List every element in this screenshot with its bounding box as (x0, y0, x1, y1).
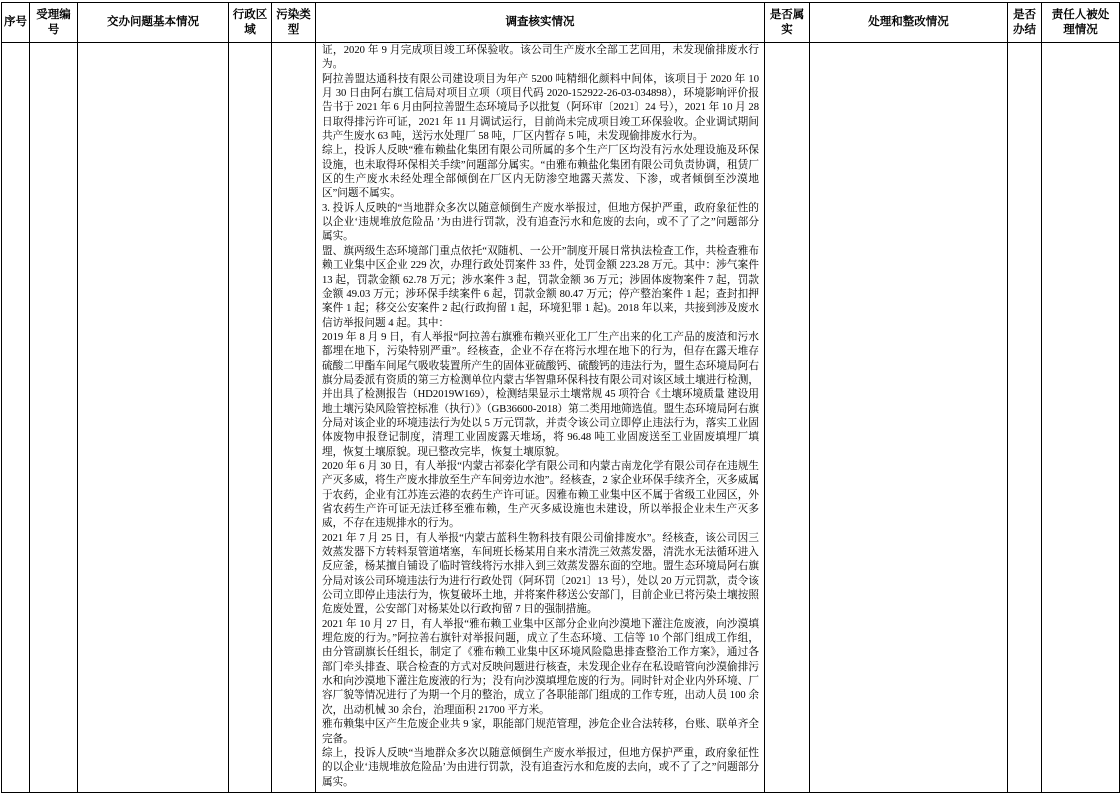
investigation-paragraph: 2021 年 10 月 27 日，有人举报“雅布赖工业集中区部分企业向沙漠地下灌注危废液，向沙漠填埋危废的行为。”阿拉善右旗针对举报问题，成立了生态环境、工信等 10 个部门组成工作组，由分管副旗长任组长，制定了《雅布赖工业集中区环境风险隐患排查整治工作方案》，通过各部门牵头排查、联合检查的方式对反映问题进行核查，未发现企业存在私设暗管向沙漠偷排污水和向沙漠地下灌注危废液的行为；没有向沙漠填埋危废的行为。同时针对企业内外环境、厂容厂貌等情况进行了为期一个月的整治，成立了各职能部门组成的工作专班，出动人员 100 余次，出动机械 30 余台，治理面积 21700 平方米。 (322, 618, 759, 716)
investigation-paragraph: 雅布赖集中区产生危废企业共 9 家，职能部门规范管理，涉危企业合法转移，台账、联单齐全完备。 (322, 719, 759, 745)
cell-investigation-details (316, 43, 765, 793)
investigation-paragraph: 2021 年 7 月 25 日，有人举报“内蒙古蓝科生物科技有限公司偷排废水”。经核查，该公司因三效蒸发器下方转料泵管道堵塞，车间班长杨某用自来水清洗三效蒸发器，清洗水无法循环进入反应釜，杨某擅自铺设了临时管线将污水排入到三效蒸发器东面的空地。盟生态环境局阿右旗分局对该公司环境违法行为进行行政处罚（阿环罚〔2021〕13 号），处以 20 万元罚款，责令该公司立即停止违法行为，恢复破坏土地，并将案件移送公安部门，目前企业已将污染土壤按照危废处置，公安部门对杨某处以行政拘留 7 日的强制措施。 (322, 532, 759, 616)
cell-serial-number (2, 43, 30, 793)
investigation-paragraph: 2019 年 8 月 9 日，有人举报“阿拉善右旗雅布赖兴亚化工厂生产出来的化工产品的废渣和污水都埋在地下，污染特别严重”。经核查，企业不存在将污水埋在地下的行为，但存在露天堆存硫酸二甲酯车间尾气吸收装置所产生的固体亚硫酸钙、硫酸钙的违法行为，盟生态环境局阿右旗分局委派有资质的第三方检测单位内蒙古华智鼎环保科技有限公司对该区域土壤进行检测，并出具了检测报告（HD2019W169），检测结果显示土壤常规 45 项符合《土壤环境质量 建设用地土壤污染风险管控标准（执行）》（GB36600-2018）第二类用地筛选值。盟生态环境局阿右旗分局对该企业的环境违法行为处以 5 万元罚款，并责令该公司立即停止违法行为，落实工业固体废物申报登记制度，清理工业固废露天堆场，将 96.48 吨工业固废送至工业固废填埋厂填埋，恢复土壤原貌。现已整改完毕，恢复土壤原貌。 (322, 331, 759, 458)
investigation-paragraph: 综上，投诉人反映“当地群众多次以随意倾倒生产废水举报过，但地方保护严重，政府象征性的以企业‘违规堆放危险品’为由进行罚款，没有追查污水和危废的去向，或不了了之”问题部分属实。 (322, 747, 759, 788)
investigation-paragraph: 综上，投诉人反映“雅布赖盐化集团有限公司所属的多个生产厂区均没有污水处理设施及环保设施，也未取得环保相关手续”问题部分属实。“由雅布赖盐化集团有限公司负责协调，租赁厂区的生产废水未经处理全部倾倒在厂区内无防渗空地露天蒸发、下渗，或者倾倒至沙漠地区”问题不属实。 (322, 145, 759, 200)
investigation-paragraph: 3. 投诉人反映的“当地群众多次以随意倾倒生产废水举报过，但地方保护严重，政府象征性的以企业‘违规堆放危险品 ’为由进行罚款，没有追查污水和危废的去向，或不了了之”问题部分属实。 (322, 202, 759, 243)
cell-admin-region (229, 43, 272, 793)
col-header-problem-basic-info: 交办问题基本情况 (78, 3, 229, 43)
col-header-is-closed: 是否办结 (1008, 3, 1042, 43)
col-header-acceptance-number: 受理编号 (30, 3, 78, 43)
investigation-paragraph: 阿拉善盟达通科技有限公司建设项目为年产 5200 吨精细化颜料中间体，该项目于 2020 年 10 月 30 日由阿右旗工信局对项目立项（项目代码 2020-152922-26-03-034898），环境影响评价报告书于 2021 年 6 月由阿拉善盟生态环境局予以批复（阿环审〔2021〕24 号），2021 年 10 月 28 日取得排污许可证，2021 年 11 月调试运行，目前尚未完成项目竣工环保验收。企业调试期间共产生废水 63 吨，送污水处理厂 58 吨，厂区内暂存 5 吨，未发现偷排废水行为。 (322, 73, 759, 143)
col-header-serial-number: 序号 (2, 3, 30, 43)
table-header-row (2, 3, 1120, 43)
col-header-handling-rectification: 处理和整改情况 (810, 3, 1008, 43)
complaint-handling-table (1, 2, 1120, 793)
cell-acceptance-number (30, 43, 78, 793)
col-header-responsible-person: 责任人被处理情况 (1042, 3, 1120, 43)
investigation-paragraph: 证，2020 年 9 月完成项目竣工环保验收。该公司生产废水全部工艺回用，未发现偷排废水行为。 (322, 45, 759, 71)
cell-handling-rectification (810, 43, 1008, 793)
table-row (2, 43, 1120, 793)
investigation-paragraph: 盟、旗两级生态环境部门重点依托“双随机、一公开”制度开展日常执法检查工作，共检查雅布赖工业集中区企业 229 次，办理行政处罚案件 33 件，处罚金额 223.28 万元。其中：涉气案件 13 起，罚款金额 62.78 万元；涉水案件 3 起，罚款金额 36 万元；涉固体废物案件 7 起，罚款金额 49.03 万元；涉环保手续案件 6 起，罚款金额 80.47 万元；停产整治案件 1 起；查封扣押案件 1 起；移交公安案件 2 起(行政拘留 1 起，环境犯罪 1 起)。2018 年以来，共接到涉及废水信访举报问题 4 起。其中： (322, 245, 759, 329)
cell-responsible-person (1042, 43, 1120, 793)
col-header-is-true: 是否属实 (765, 3, 810, 43)
investigation-paragraph: 2020 年 6 月 30 日，有人举报“内蒙古祁泰化学有限公司和内蒙古南龙化学有限公司存在违规生产灭多威，将生产废水排放至生产车间旁边水池”。经核查，2 家企业环保手续齐全，灭多威属于农药，企业有江苏连云港的农药生产许可证。因雅布赖工业集中区不属于省级工业园区，外省农药生产许可证无法迁移至雅布赖，生产灭多威设施也未建设，所以举报企业未生产灭多威，不存在违规排水的行为。 (322, 460, 759, 530)
cell-pollution-type (272, 43, 316, 793)
cell-is-closed (1008, 43, 1042, 793)
col-header-pollution-type: 污染类型 (272, 3, 316, 43)
col-header-admin-region: 行政区域 (229, 3, 272, 43)
cell-is-true (765, 43, 810, 793)
cell-problem-basic-info (78, 43, 229, 793)
col-header-investigation: 调查核实情况 (316, 3, 765, 43)
